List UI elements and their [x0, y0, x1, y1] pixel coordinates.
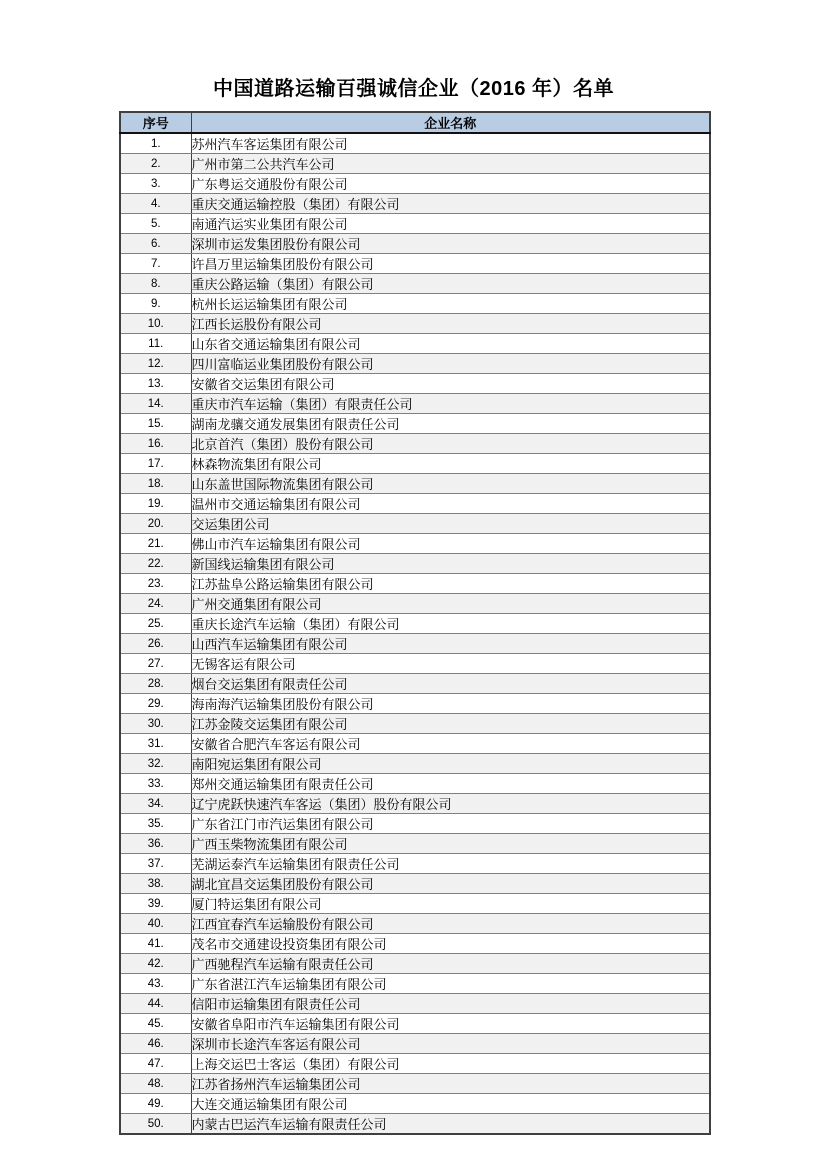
company-name: 北京首汽（集团）股份有限公司 [191, 434, 710, 454]
row-index: 49. [120, 1094, 191, 1114]
table-row [120, 614, 710, 634]
row-index: 10. [120, 314, 191, 334]
company-name: 信阳市运输集团有限责任公司 [191, 994, 710, 1014]
row-index: 17. [120, 454, 191, 474]
row-index: 4. [120, 194, 191, 214]
company-name: 江西宜春汽车运输股份有限公司 [191, 914, 710, 934]
company-name: 茂名市交通建设投资集团有限公司 [191, 934, 710, 954]
table-row [120, 274, 710, 294]
company-name: 四川富临运业集团股份有限公司 [191, 354, 710, 374]
row-index: 30. [120, 714, 191, 734]
company-name: 温州市交通运输集团有限公司 [191, 494, 710, 514]
row-index: 25. [120, 614, 191, 634]
row-index: 45. [120, 1014, 191, 1034]
row-index: 23. [120, 574, 191, 594]
company-name: 交运集团公司 [191, 514, 710, 534]
row-index: 24. [120, 594, 191, 614]
company-name: 广州市第二公共汽车公司 [191, 154, 710, 174]
table-row [120, 254, 710, 274]
table-row [120, 914, 710, 934]
table-row [120, 174, 710, 194]
table-row [120, 994, 710, 1014]
row-index: 12. [120, 354, 191, 374]
company-name: 杭州长运运输集团有限公司 [191, 294, 710, 314]
table-row [120, 334, 710, 354]
company-table-body [120, 133, 710, 1134]
company-name: 安徽省阜阳市汽车运输集团有限公司 [191, 1014, 710, 1034]
company-name: 林森物流集团有限公司 [191, 454, 710, 474]
table-row [120, 974, 710, 994]
company-name: 江苏盐阜公路运输集团有限公司 [191, 574, 710, 594]
table-row [120, 854, 710, 874]
row-index: 39. [120, 894, 191, 914]
table-row [120, 1094, 710, 1114]
table-row [120, 1074, 710, 1094]
row-index: 47. [120, 1054, 191, 1074]
table-row [120, 654, 710, 674]
company-name: 苏州汽车客运集团有限公司 [191, 133, 710, 154]
row-index: 1. [120, 133, 191, 154]
table-row [120, 454, 710, 474]
company-name: 江苏金陵交运集团有限公司 [191, 714, 710, 734]
row-index: 29. [120, 694, 191, 714]
row-index: 18. [120, 474, 191, 494]
table-row [120, 1054, 710, 1074]
table-row [120, 574, 710, 594]
company-name: 重庆长途汽车运输（集团）有限公司 [191, 614, 710, 634]
company-name: 厦门特运集团有限公司 [191, 894, 710, 914]
table-row [120, 374, 710, 394]
table-row [120, 214, 710, 234]
table-row [120, 474, 710, 494]
table-row [120, 234, 710, 254]
row-index: 31. [120, 734, 191, 754]
company-name: 深圳市运发集团股份有限公司 [191, 234, 710, 254]
row-index: 5. [120, 214, 191, 234]
company-name: 烟台交运集团有限责任公司 [191, 674, 710, 694]
table-row [120, 954, 710, 974]
row-index: 16. [120, 434, 191, 454]
row-index: 36. [120, 834, 191, 854]
table-row [120, 1114, 710, 1135]
row-index: 50. [120, 1114, 191, 1135]
company-name: 重庆公路运输（集团）有限公司 [191, 274, 710, 294]
table-row [120, 694, 710, 714]
table-row [120, 434, 710, 454]
table-row [120, 1034, 710, 1054]
company-table [119, 111, 711, 1135]
company-name: 许昌万里运输集团股份有限公司 [191, 254, 710, 274]
table-row [120, 494, 710, 514]
row-index: 21. [120, 534, 191, 554]
row-index: 6. [120, 234, 191, 254]
company-name: 广西玉柴物流集团有限公司 [191, 834, 710, 854]
table-row [120, 794, 710, 814]
company-name: 安徽省合肥汽车客运有限公司 [191, 734, 710, 754]
table-row [120, 754, 710, 774]
row-index: 48. [120, 1074, 191, 1094]
company-name: 江苏省扬州汽车运输集团公司 [191, 1074, 710, 1094]
table-header-row [120, 112, 710, 133]
table-row [120, 634, 710, 654]
row-index: 20. [120, 514, 191, 534]
row-index: 15. [120, 414, 191, 434]
company-name: 重庆交通运输控股（集团）有限公司 [191, 194, 710, 214]
table-row [120, 774, 710, 794]
row-index: 40. [120, 914, 191, 934]
table-row [120, 874, 710, 894]
row-index: 44. [120, 994, 191, 1014]
table-row [120, 554, 710, 574]
row-index: 11. [120, 334, 191, 354]
company-name: 上海交运巴士客运（集团）有限公司 [191, 1054, 710, 1074]
row-index: 27. [120, 654, 191, 674]
table-row [120, 714, 710, 734]
row-index: 34. [120, 794, 191, 814]
row-index: 26. [120, 634, 191, 654]
row-index: 2. [120, 154, 191, 174]
table-row [120, 814, 710, 834]
company-name: 广东省江门市汽运集团有限公司 [191, 814, 710, 834]
row-index: 37. [120, 854, 191, 874]
company-name: 郑州交通运输集团有限责任公司 [191, 774, 710, 794]
company-name: 广西驰程汽车运输有限责任公司 [191, 954, 710, 974]
table-row [120, 534, 710, 554]
table-row [120, 934, 710, 954]
row-index: 28. [120, 674, 191, 694]
header-cell-index: 序号 [120, 112, 191, 133]
table-row [120, 354, 710, 374]
company-name: 江西长运股份有限公司 [191, 314, 710, 334]
table-row [120, 594, 710, 614]
company-name: 辽宁虎跃快速汽车客运（集团）股份有限公司 [191, 794, 710, 814]
table-row [120, 894, 710, 914]
row-index: 38. [120, 874, 191, 894]
table-row [120, 314, 710, 334]
company-name: 芜湖运泰汽车运输集团有限责任公司 [191, 854, 710, 874]
company-name: 大连交通运输集团有限公司 [191, 1094, 710, 1114]
company-name: 内蒙古巴运汽车运输有限责任公司 [191, 1114, 710, 1135]
table-row [120, 394, 710, 414]
table-row [120, 1014, 710, 1034]
company-name: 安徽省交运集团有限公司 [191, 374, 710, 394]
row-index: 8. [120, 274, 191, 294]
company-name: 山西汽车运输集团有限公司 [191, 634, 710, 654]
company-name: 广东省湛江汽车运输集团有限公司 [191, 974, 710, 994]
company-name: 重庆市汽车运输（集团）有限责任公司 [191, 394, 710, 414]
company-name: 深圳市长途汽车客运有限公司 [191, 1034, 710, 1054]
company-name: 山东省交通运输集团有限公司 [191, 334, 710, 354]
row-index: 13. [120, 374, 191, 394]
company-name: 广州交通集团有限公司 [191, 594, 710, 614]
row-index: 42. [120, 954, 191, 974]
table-row [120, 514, 710, 534]
row-index: 46. [120, 1034, 191, 1054]
table-row [120, 734, 710, 754]
row-index: 19. [120, 494, 191, 514]
company-name: 佛山市汽车运输集团有限公司 [191, 534, 710, 554]
row-index: 7. [120, 254, 191, 274]
company-name: 新国线运输集团有限公司 [191, 554, 710, 574]
table-row [120, 414, 710, 434]
company-name: 南阳宛运集团有限公司 [191, 754, 710, 774]
table-row [120, 834, 710, 854]
row-index: 33. [120, 774, 191, 794]
table-row [120, 154, 710, 174]
document-title: 中国道路运输百强诚信企业（2016 年）名单 [212, 78, 615, 100]
table-row [120, 674, 710, 694]
row-index: 14. [120, 394, 191, 414]
company-name: 无锡客运有限公司 [191, 654, 710, 674]
row-index: 43. [120, 974, 191, 994]
row-index: 22. [120, 554, 191, 574]
table-row [120, 294, 710, 314]
table-row [120, 194, 710, 214]
company-name: 南通汽运实业集团有限公司 [191, 214, 710, 234]
row-index: 9. [120, 294, 191, 314]
row-index: 32. [120, 754, 191, 774]
company-name: 山东盖世国际物流集团有限公司 [191, 474, 710, 494]
company-name: 湖南龙骧交通发展集团有限责任公司 [191, 414, 710, 434]
company-name: 湖北宜昌交运集团股份有限公司 [191, 874, 710, 894]
row-index: 35. [120, 814, 191, 834]
company-name: 广东粤运交通股份有限公司 [191, 174, 710, 194]
row-index: 3. [120, 174, 191, 194]
table-row [120, 133, 710, 154]
company-name: 海南海汽运输集团股份有限公司 [191, 694, 710, 714]
row-index: 41. [120, 934, 191, 954]
header-cell-company-name: 企业名称 [191, 112, 710, 133]
